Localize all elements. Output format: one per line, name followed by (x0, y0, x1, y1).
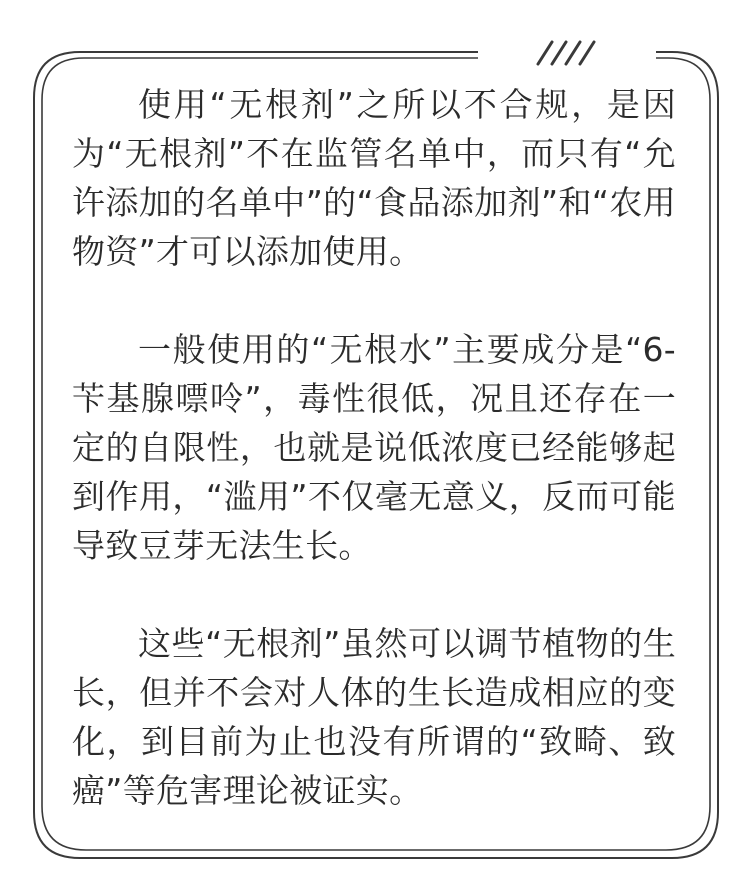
paragraph-2: 一般使用的“无根水”主要成分是“6-苄基腺嘌呤”，毒性很低，况且还存在一定的自限性，也就是说低浓度已经能够起到作用，“滥用”不仅毫无意义，反而可能导致豆芽无法生长。 (72, 330, 676, 565)
article-body (72, 80, 676, 815)
paragraph-1: 使用“无根剂”之所以不合规，是因为“无根剂”不在监管名单中，而只有“允许添加的名单中”的“食品添加剂”和“农用物资”才可以添加使用。 (72, 85, 676, 271)
paragraph-3: 这些“无根剂”虽然可以调节植物的生长，但并不会对人体的生长造成相应的变化，到目前为止也没有所谓的“致畸、致癌”等危害理论被证实。 (72, 624, 676, 810)
slash-ornament-icon (538, 42, 594, 64)
